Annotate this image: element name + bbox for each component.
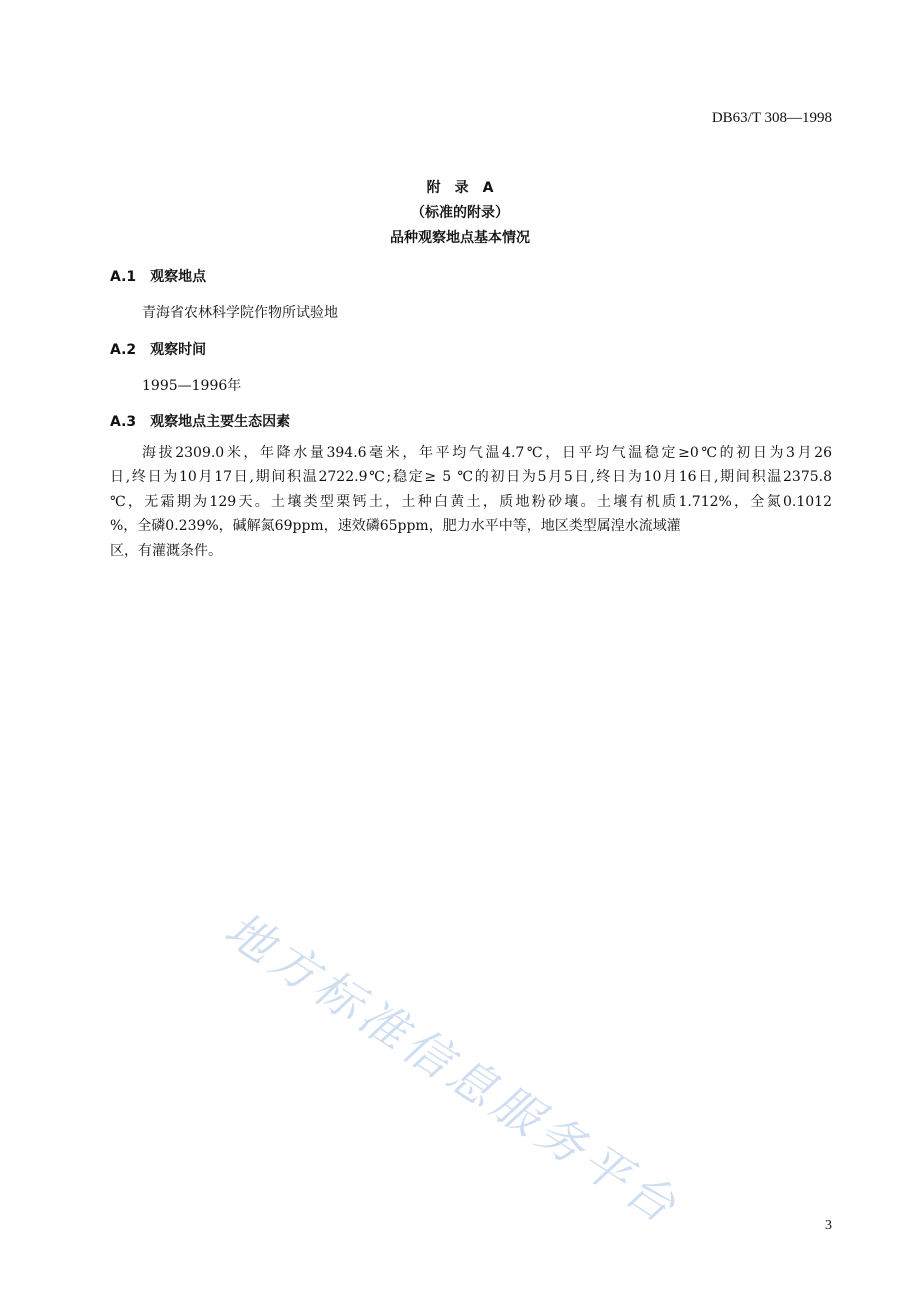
section-a3-paragraph [110, 441, 832, 563]
paragraph-line: 区，有灌溉条件。 [110, 542, 222, 559]
appendix-type: （标准的附录） [411, 205, 509, 221]
section-a1-body: 青海省农林科学院作物所试验地 [142, 305, 338, 321]
section-a1-title: A.1 观察地点 [110, 269, 207, 285]
paragraph-line: 海拔2309.0米，年降水量394.6毫米，年平均气温4.7℃，日平均气温稳定≥0℃的初日为3月26 [142, 445, 832, 461]
section-a2-body: 1995—1996年 [142, 378, 242, 394]
watermark: 地方标准信息服务平台 [214, 901, 690, 1237]
section-a3-title: A.3 观察地点主要生态因素 [110, 414, 291, 430]
paragraph-line: ℃，无霜期为129天。土壤类型栗钙土，土种白黄土，质地粉砂壤。土壤有机质1.712%，全氮0.1012 [110, 493, 832, 510]
appendix-heading [0, 176, 920, 251]
appendix-title: 品种观察地点基本情况 [390, 230, 530, 246]
section-a2-title: A.2 观察时间 [110, 342, 207, 358]
paragraph-line: 日,终日为10月17日,期间积温2722.9℃;稳定≥ 5 ℃的初日为5月5日,终日为10月16日,期间积温2375.8 [110, 469, 832, 486]
page-number: 3 [825, 1218, 832, 1233]
document-code: DB63/T 308—1998 [711, 110, 832, 126]
paragraph-line: %，全磷0.239%，碱解氮69ppm，速效磷65ppm，肥力水平中等，地区类型属湟水流域灌 [110, 518, 681, 535]
appendix-label: 附 录 A [426, 180, 494, 196]
